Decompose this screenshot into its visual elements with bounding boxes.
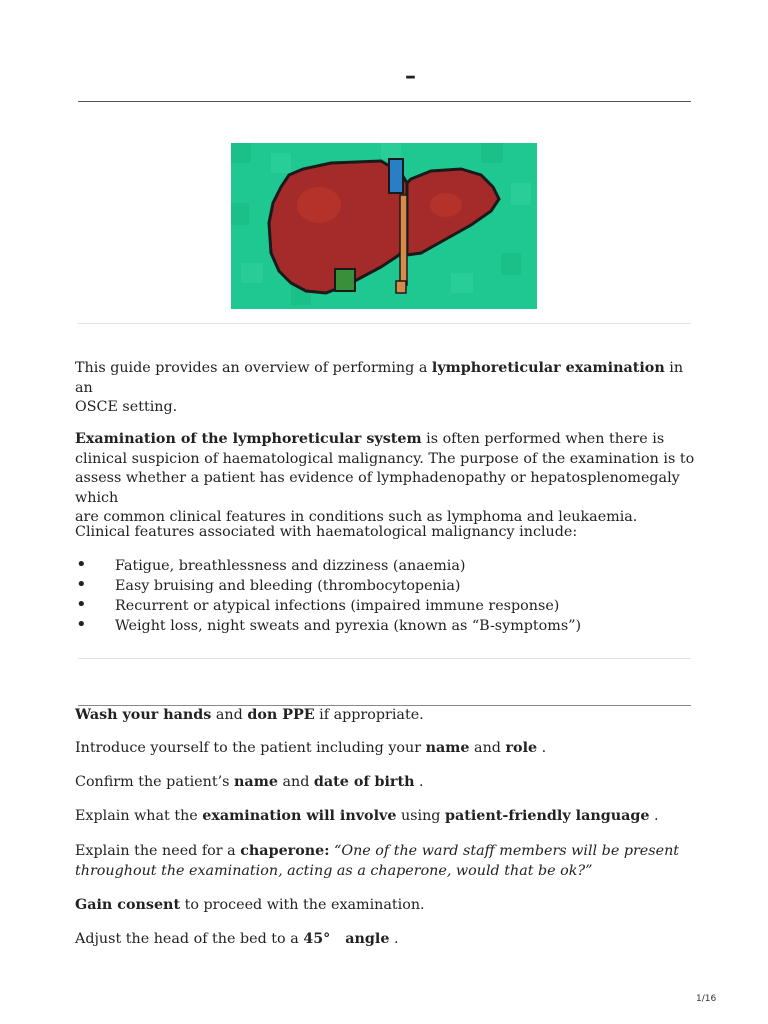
step-wash-hands: Wash your hands and don PPE if appropriate.: [75, 707, 424, 723]
step-consent: Gain consent to proceed with the examination.: [75, 897, 425, 913]
list-item: • Fatigue, breathlessness and dizziness (anaemia): [75, 556, 695, 576]
list-item: • Weight loss, night sweats and pyrexia (known as “B-symptoms”): [75, 616, 695, 636]
step-bed-angle: Adjust the head of the bed to a 45° angle .: [75, 931, 399, 947]
liver-illustration: [231, 143, 537, 309]
section-divider: [78, 658, 691, 659]
highlight-term: Examination of the lymphoreticular system: [75, 431, 422, 447]
list-item: • Easy bruising and bleeding (thrombocytopenia): [75, 576, 695, 596]
page-title: –: [405, 64, 416, 89]
step-explain: Explain what the examination will involve using patient-friendly language .: [75, 808, 659, 824]
features-heading: Clinical features associated with haematological malignancy include:: [75, 524, 578, 540]
features-list: [75, 556, 695, 636]
step-confirm-identity: Confirm the patient’s name and date of birth .: [75, 774, 424, 790]
page-number: 1/16: [696, 994, 717, 1004]
step-introduce: Introduce yourself to the patient including your name and role .: [75, 740, 547, 756]
background-paragraph: Examination of the lymphoreticular system is often performed when there is clinical suspicion of haematological malignancy. The purpose of the examination is to assess whether a patient has evidence of lymphadenopathy or hepatosplenomegaly which are common clinical features in conditions such as lymphoma and leukaemia.: [75, 431, 695, 525]
step-chaperone: Explain the need for a chaperone: “One of the ward staff members will be present throughout the examination, acting as a chaperone, would that be ok?”: [75, 843, 680, 879]
list-item: • Recurrent or atypical infections (impaired immune response): [75, 596, 695, 616]
intro-paragraph: This guide provides an overview of performing a lymphoreticular examination in an OSCE setting.: [75, 360, 684, 415]
title-divider: [78, 101, 691, 102]
section-divider: [78, 323, 691, 324]
highlight-term: lymphoreticular examination: [431, 360, 665, 376]
